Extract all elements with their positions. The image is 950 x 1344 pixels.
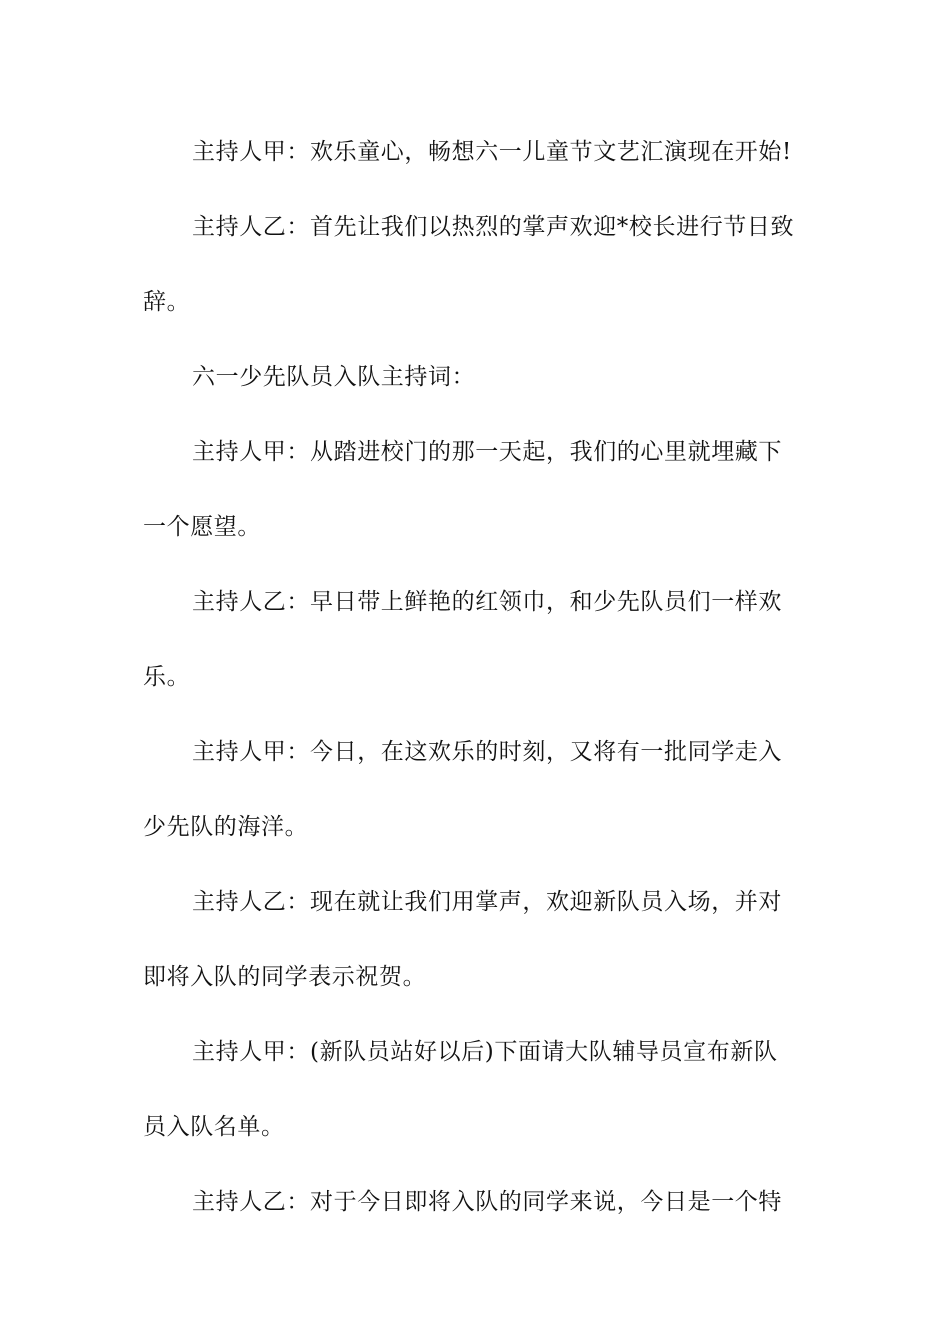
- text-line: 主持人甲：今日，在这欢乐的时刻，又将有一批同学走入: [192, 739, 782, 765]
- text-line: 主持人甲：从踏进校门的那一天起，我们的心里就埋藏下: [192, 439, 782, 465]
- text-line: 辞。: [143, 289, 191, 315]
- text-line: 少先队的海洋。: [143, 814, 309, 840]
- text-line: 主持人乙：现在就让我们用掌声，欢迎新队员入场，并对: [192, 889, 782, 915]
- section-heading: 六一少先队员入队主持词：: [192, 364, 476, 390]
- document-body: [143, 124, 807, 1249]
- text-line: 员入队名单。: [143, 1114, 285, 1140]
- text-line: 即将入队的同学表示祝贺。: [143, 964, 427, 990]
- text-line: 主持人乙：对于今日即将入队的同学来说，今日是一个特: [192, 1189, 782, 1215]
- text-line: 主持人甲：(新队员站好以后)下面请大队辅导员宣布新队: [192, 1039, 778, 1065]
- text-line: 主持人甲：欢乐童心，畅想六一儿童节文艺汇演现在开始!: [192, 139, 792, 165]
- text-line: 一个愿望。: [143, 514, 261, 540]
- text-line: 乐。: [143, 664, 191, 690]
- text-line: 主持人乙：首先让我们以热烈的掌声欢迎*校长进行节日致: [192, 214, 795, 240]
- text-line: 主持人乙：早日带上鲜艳的红领巾，和少先队员们一样欢: [192, 589, 782, 615]
